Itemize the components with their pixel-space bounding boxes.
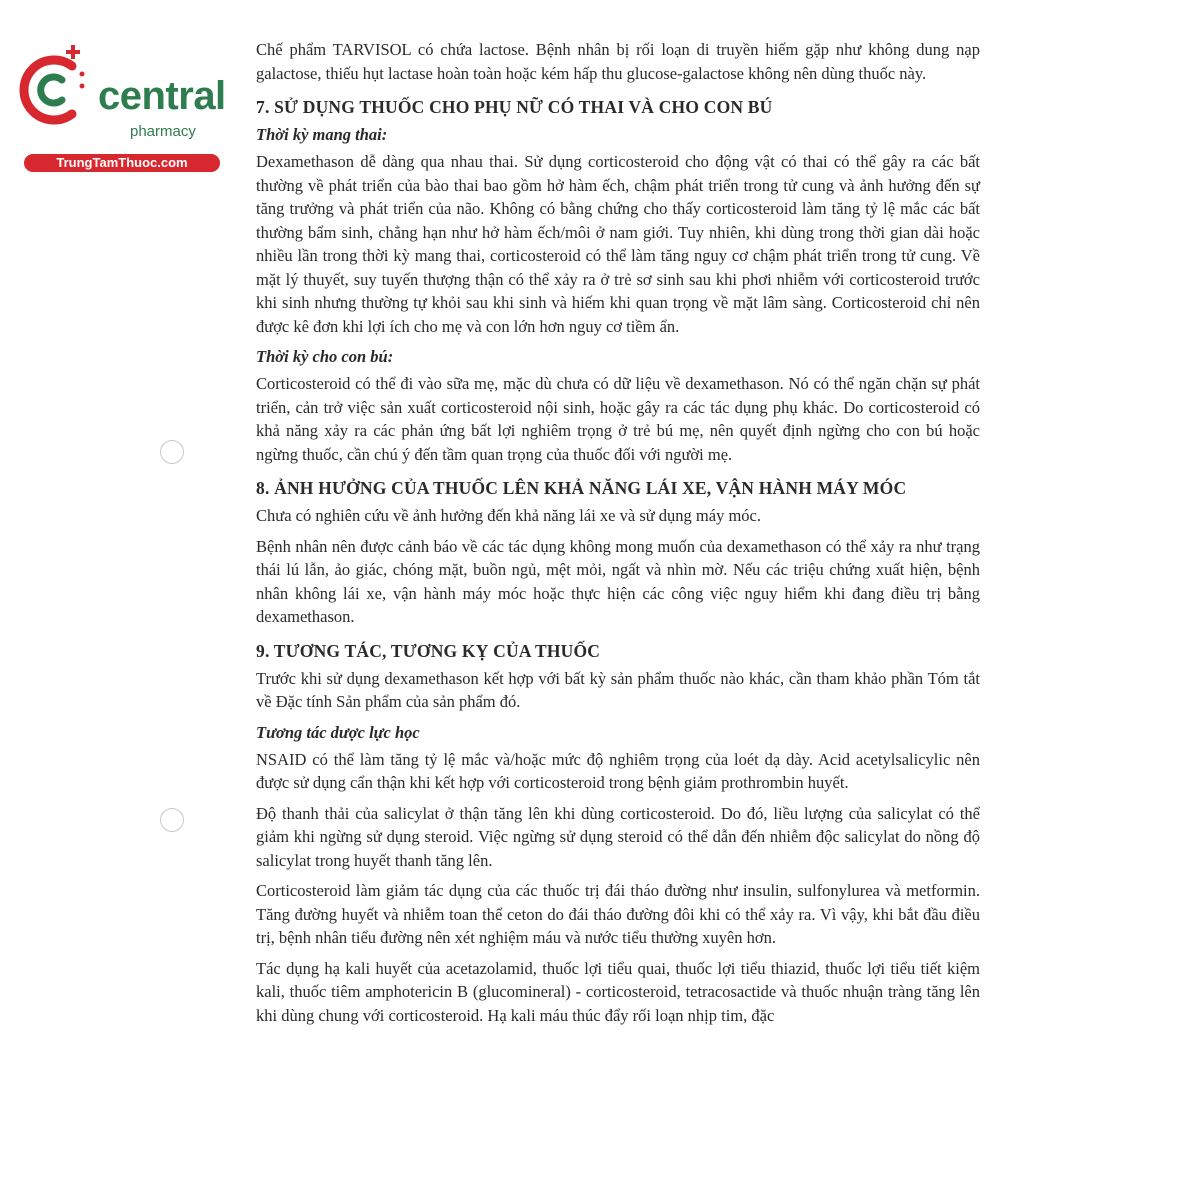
- document-body: [256, 38, 980, 1034]
- section-9-paragraph-5: Tác dụng hạ kali huyết của acetazolamid, thuốc lợi tiểu quai, thuốc lợi tiểu thiazid, thuốc lợi tiểu tiết kiệm kali, thuốc tiêm amphotericin B (glucomineral) - corticosteroid, tetracosactide và thuốc nhuận tràng tăng lên khi dùng chung với corticosteroid. Hạ kali máu thúc đẩy rối loạn nhịp tim, đặc: [256, 958, 980, 1025]
- punch-hole-icon: [160, 808, 184, 832]
- section-8-paragraph-1: Chưa có nghiên cứu về ảnh hưởng đến khả năng lái xe và sử dụng máy móc.: [256, 506, 761, 525]
- section-7-title: 7. SỬ DỤNG THUỐC CHO PHỤ NỮ CÓ THAI VÀ CHO CON BÚ: [256, 97, 773, 117]
- section-9-paragraph-2: NSAID có thể làm tăng tỷ lệ mắc và/hoặc mức độ nghiêm trọng của loét dạ dày. Acid acetylsalicylic nên được sử dụng cẩn thận khi kết hợp với corticosteroid trong bệnh giảm prothrombin huyết.: [256, 749, 980, 792]
- section-7-pregnancy-paragraph: Dexamethason dễ dàng qua nhau thai. Sử dụng corticosteroid cho động vật có thai có thể gây ra các bất thường về phát triển của bào thai bao gồm hở hàm ếch, chậm phát triển trong tử cung và ảnh hưởng đến sự tăng trưởng và phát triển của não. Không có bằng chứng cho thấy corticosteroid làm tăng tỷ lệ mắc các bất thường bẩm sinh, chẳng hạn như hở hàm ếch/môi ở nam giới. Tuy nhiên, khi dùng trong thời gian dài hoặc nhiều lần trong thời kỳ mang thai, corticosteroid có thể làm tăng nguy cơ chậm phát triển trong tử cung. Về mặt lý thuyết, suy tuyến thượng thận có thể xảy ra ở trẻ sơ sinh sau khi phơi nhiễm với corticosteroid trước khi sinh nhưng thường tự khỏi sau khi sinh và hiếm khi quan trọng về mặt lâm sàng. Corticosteroid chỉ nên được kê đơn khi lợi ích cho mẹ và con lớn hơn nguy cơ tiềm ẩn.: [256, 152, 980, 336]
- logo-site-banner: TrungTamThuoc.com: [24, 154, 220, 172]
- logo-subtitle: pharmacy: [130, 123, 196, 140]
- section-8-title: 8. ẢNH HƯỞNG CỦA THUỐC LÊN KHẢ NĂNG LÁI XE, VẬN HÀNH MÁY MÓC: [256, 478, 907, 498]
- pharmacy-logo[interactable]: [10, 36, 226, 170]
- section-8-paragraph-2: Bệnh nhân nên được cảnh báo về các tác dụng không mong muốn của dexamethason có thể xảy ra như trạng thái lú lẫn, ảo giác, chóng mặt, buồn ngủ, mệt mỏi, ngất và nhìn mờ. Nếu các triệu chứng xuất hiện, bệnh nhân không lái xe, vận hành máy móc hoặc thực hiện các công việc nguy hiểm khi đang điều trị bằng dexamethason.: [256, 536, 980, 626]
- logo-wordmark: central: [98, 74, 226, 118]
- section-9-subheading-pharmacodynamic: Tương tác dược lực học: [256, 722, 420, 742]
- section-7-subheading-pregnancy: Thời kỳ mang thai:: [256, 125, 388, 144]
- section-9-paragraph-4: Corticosteroid làm giảm tác dụng của các thuốc trị đái tháo đường như insulin, sulfonylurea và metformin. Tăng đường huyết và nhiễm toan thể ceton do đái tháo đường đôi khi có thể xảy ra. Vì vậy, khi bắt đầu điều trị, bệnh nhân tiểu đường nên xét nghiệm máu và nước tiểu thường xuyên hơn.: [256, 881, 980, 947]
- section-7-subheading-breastfeeding: Thời kỳ cho con bú:: [256, 347, 394, 366]
- intro-paragraph: Chế phẩm TARVISOL có chứa lactose. Bệnh nhân bị rối loạn di truyền hiếm gặp như không dung nạp galactose, thiếu hụt lactase hoàn toàn hoặc kém hấp thu glucose-galactose không nên dùng thuốc này.: [256, 40, 980, 83]
- punch-hole-icon: [160, 440, 184, 464]
- section-9-paragraph-1: Trước khi sử dụng dexamethason kết hợp với bất kỳ sản phẩm thuốc nào khác, cần tham khảo phần Tóm tắt về Đặc tính Sản phẩm của sản phẩm đó.: [256, 668, 980, 711]
- logo-mark-icon: [10, 36, 100, 136]
- section-9-title: 9. TƯƠNG TÁC, TƯƠNG KỴ CỦA THUỐC: [256, 640, 601, 661]
- section-9-paragraph-3: Độ thanh thải của salicylat ở thận tăng lên khi dùng corticosteroid. Do đó, liều lượng của salicylat có thể giảm khi ngừng sử dụng steroid. Việc ngừng sử dụng steroid có thể dẫn đến nhiễm độc salicylat do nồng độ salicylat trong huyết thanh tăng lên.: [256, 803, 980, 870]
- section-7-breastfeeding-paragraph: Corticosteroid có thể đi vào sữa mẹ, mặc dù chưa có dữ liệu về dexamethason. Nó có thể ngăn chặn sự phát triển, cản trở việc sản xuất corticosteroid nội sinh, hoặc gây ra các tác dụng phụ khác. Do corticosteroid có khả năng xảy ra các phản ứng bất lợi nghiêm trọng ở trẻ bú mẹ, nên quyết định ngừng cho con bú hoặc ngừng thuốc, cần chú ý đến tầm quan trọng của thuốc đối với người mẹ.: [256, 374, 980, 464]
